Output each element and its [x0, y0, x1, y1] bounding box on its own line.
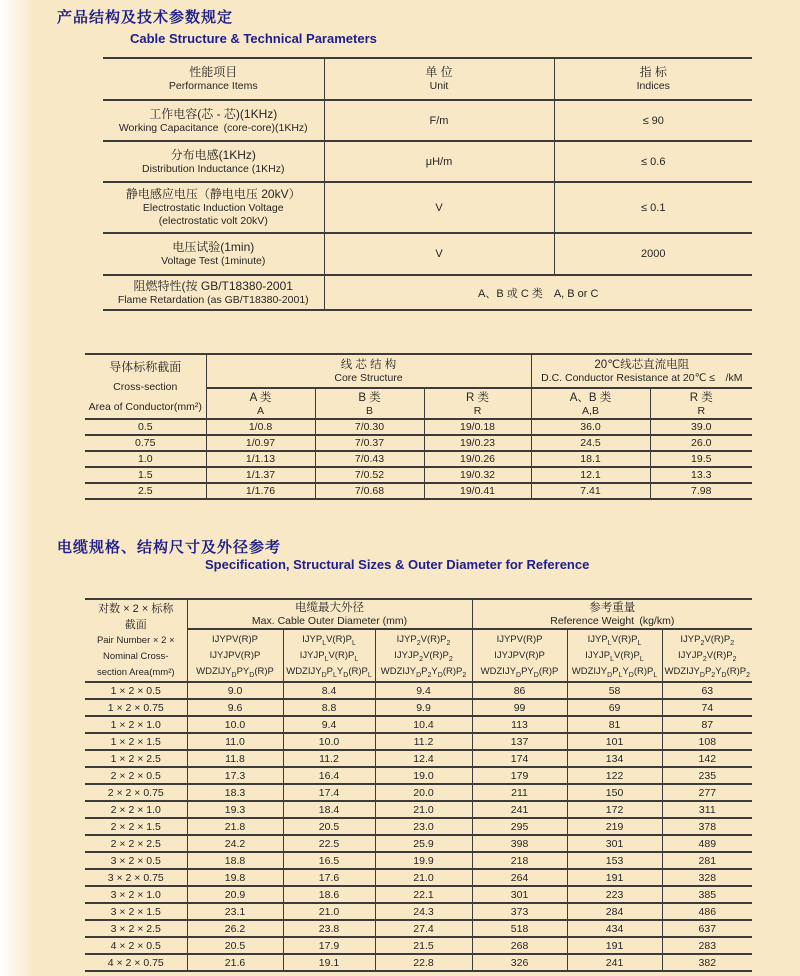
diameter-cell: 23.0: [375, 818, 472, 835]
diameter-cell: 27.4: [375, 920, 472, 937]
diameter-cell: 17.4: [283, 784, 375, 801]
weight-cell: 172: [567, 801, 662, 818]
weight-cell: 174: [472, 750, 567, 767]
item-label-zh: 分布电感(1KHz): [170, 147, 256, 162]
item-label-en: Distribution Inductance (1KHz): [142, 162, 285, 175]
diameter-cell: 23.8: [283, 920, 375, 937]
cable-spec-row: [85, 954, 752, 971]
diameter-cell: 23.1: [187, 903, 283, 920]
item-label-en: Voltage Test (1minute): [161, 255, 266, 267]
class-subheader-cell: [206, 388, 315, 419]
section2-title-zh: 电缆规格、结构尺寸及外径参考: [57, 539, 282, 556]
value-cell: 1/0.97: [206, 435, 315, 451]
pair-size-cell: 2 × 2 × 1.5: [85, 818, 187, 835]
diameter-cell: 25.9: [375, 835, 472, 852]
weight-cell: 211: [472, 784, 567, 801]
weight-cell: 191: [567, 869, 662, 886]
value-cell: 1/1.37: [206, 467, 315, 483]
performance-parameters-table: [103, 57, 752, 311]
conductor-row: [85, 419, 752, 435]
diameter-cell: 10.0: [283, 733, 375, 750]
merged-value-cell: A、B 或 C 类 A, B or C: [324, 275, 752, 310]
diameter-cell: 18.8: [187, 852, 283, 869]
pair-size-cell: 1 × 2 × 1.5: [85, 733, 187, 750]
index-cell: ≤ 0.1: [554, 182, 752, 233]
weight-cell: 241: [472, 801, 567, 818]
pair-size-cell: 3 × 2 × 0.5: [85, 852, 187, 869]
size-weight-reference-table: [85, 598, 752, 972]
cable-model-header-cell: [567, 629, 662, 682]
value-cell: 7.41: [531, 483, 650, 499]
value-cell: 18.1: [531, 451, 650, 467]
weight-cell: 283: [662, 937, 752, 954]
diameter-cell: 20.9: [187, 886, 283, 903]
diameter-cell: 21.0: [375, 869, 472, 886]
pair-size-cell: 4 × 2 × 0.75: [85, 954, 187, 971]
diameter-cell: 9.6: [187, 699, 283, 716]
indices-header: 指 标 Indices: [554, 58, 752, 100]
diameter-cell: 22.1: [375, 886, 472, 903]
value-cell: 7/0.43: [315, 451, 424, 467]
weight-cell: 218: [472, 852, 567, 869]
index-cell: ≤ 0.6: [554, 141, 752, 182]
pair-size-cell: 3 × 2 × 1.5: [85, 903, 187, 920]
diameter-cell: 16.4: [283, 767, 375, 784]
weight-cell: 113: [472, 716, 567, 733]
unit-cell: V: [324, 182, 554, 233]
cable-model-header-cell: [375, 629, 472, 682]
item-label-zh: 电压试验(1min): [172, 240, 255, 254]
weight-cell: 378: [662, 818, 752, 835]
weight-cell: 311: [662, 801, 752, 818]
conductor-row: [85, 435, 752, 451]
class-label-en: R: [473, 404, 482, 417]
weight-cell: 637: [662, 920, 752, 937]
value-cell: 19.5: [650, 451, 752, 467]
weight-cell: 486: [662, 903, 752, 920]
diameter-cell: 24.3: [375, 903, 472, 920]
weight-cell: 398: [472, 835, 567, 852]
performance-item-cell: [103, 141, 324, 182]
pair-size-cell: 1 × 2 × 1.0: [85, 716, 187, 733]
item-label-en: Electrostatic Induction Voltage: [142, 202, 284, 214]
cross-section-cell: 0.5: [85, 419, 206, 435]
cable-spec-row: [85, 716, 752, 733]
value-cell: 26.0: [650, 435, 752, 451]
weight-cell: 69: [567, 699, 662, 716]
cable-model-code: IJYJPV(R)P: [494, 649, 545, 661]
diameter-cell: 18.4: [283, 801, 375, 818]
performance-header-row: [103, 58, 752, 100]
diameter-cell: 17.3: [187, 767, 283, 784]
pair-size-cell: 2 × 2 × 2.5: [85, 835, 187, 852]
core-structure-group-row: [85, 354, 752, 388]
pair-number-header: 对数 × 2 × 标称 截面 Pair Number × 2 × Nominal Cross- section Area(mm²): [85, 599, 187, 682]
value-cell: 13.3: [650, 467, 752, 483]
weight-cell: 295: [472, 818, 567, 835]
weight-cell: 87: [662, 716, 752, 733]
class-subheader-cell: [315, 388, 424, 419]
conductor-row: [85, 467, 752, 483]
diameter-cell: 20.5: [187, 937, 283, 954]
item-label-zh: 工作电容(芯 - 芯)(1KHz): [149, 106, 278, 121]
diameter-cell: 17.6: [283, 869, 375, 886]
cable-model-code: $IJYJP_LV(R)P_L$: [299, 649, 359, 663]
diameter-cell: 17.9: [283, 937, 375, 954]
value-cell: 19/0.41: [424, 483, 531, 499]
pair-size-cell: 1 × 2 × 0.5: [85, 682, 187, 699]
diameter-cell: 18.6: [283, 886, 375, 903]
weight-cell: 235: [662, 767, 752, 784]
weight-cell: 137: [472, 733, 567, 750]
value-cell: 7/0.68: [315, 483, 424, 499]
class-label-zh: B 类: [358, 391, 381, 404]
cable-model-code: $IJYP_LV(R)P_L$: [587, 633, 642, 647]
cross-section-cell: 1.0: [85, 451, 206, 467]
diameter-cell: 10.0: [187, 716, 283, 733]
class-subheader-cell: [650, 388, 752, 419]
diameter-cell: 9.4: [283, 716, 375, 733]
weight-cell: 223: [567, 886, 662, 903]
value-cell: 19/0.26: [424, 451, 531, 467]
core-structure-group-header: 线 芯 结 构 Core Structure: [206, 354, 531, 388]
cable-spec-row: [85, 869, 752, 886]
weight-cell: 489: [662, 835, 752, 852]
pair-size-cell: 2 × 2 × 0.5: [85, 767, 187, 784]
cable-model-code: $WDZIJY_DP_2Y_D(R)P_2$: [664, 665, 751, 679]
cable-spec-row: [85, 767, 752, 784]
cross-section-cell: 0.75: [85, 435, 206, 451]
section1-title-zh: 产品结构及技术参数规定: [57, 9, 234, 26]
performance-items-header: 性能项目 Performance Items: [103, 58, 324, 100]
performance-row: [103, 182, 752, 233]
value-cell: 7.98: [650, 483, 752, 499]
performance-item-cell: [103, 275, 324, 310]
diameter-cell: 19.8: [187, 869, 283, 886]
diameter-cell: 22.8: [375, 954, 472, 971]
diameter-cell: 10.4: [375, 716, 472, 733]
cable-model-code: IJYPV(R)P: [212, 633, 258, 645]
weight-cell: 301: [472, 886, 567, 903]
cable-spec-row: [85, 699, 752, 716]
cable-model-code: $WDZIJY_DPY_D(R)P$: [196, 665, 274, 679]
cable-model-code: $IJYJP_LV(R)P_L$: [585, 649, 644, 663]
diameter-cell: 11.2: [375, 733, 472, 750]
weight-cell: 373: [472, 903, 567, 920]
value-cell: 1/1.76: [206, 483, 315, 499]
pair-size-cell: 3 × 2 × 0.75: [85, 869, 187, 886]
cable-model-code: $WDZIJY_DP_2Y_D(R)P_2$: [380, 665, 467, 679]
diameter-cell: 12.4: [375, 750, 472, 767]
pair-size-cell: 1 × 2 × 0.75: [85, 699, 187, 716]
weight-cell: 86: [472, 682, 567, 699]
cable-model-header-cell: [283, 629, 375, 682]
performance-row: [103, 233, 752, 275]
weight-cell: 264: [472, 869, 567, 886]
cable-model-header-cell: [662, 629, 752, 682]
weight-cell: 434: [567, 920, 662, 937]
diameter-cell: 22.5: [283, 835, 375, 852]
class-subheader-cell: [424, 388, 531, 419]
value-cell: 39.0: [650, 419, 752, 435]
cable-spec-row: [85, 733, 752, 750]
pair-size-cell: 4 × 2 × 0.5: [85, 937, 187, 954]
unit-cell: F/m: [324, 100, 554, 141]
section2-title-en: Specification, Structural Sizes & Outer Diameter for Reference: [205, 557, 590, 572]
diameter-cell: 26.2: [187, 920, 283, 937]
cable-model-code: $IJYP_2V(R)P_2$: [396, 633, 451, 647]
diameter-cell: 9.4: [375, 682, 472, 699]
performance-item-cell: [103, 182, 324, 233]
diameter-cell: 21.5: [375, 937, 472, 954]
class-label-en: R: [697, 404, 706, 417]
index-cell: ≤ 90: [554, 100, 752, 141]
class-label-en: B: [365, 404, 373, 417]
performance-item-cell: [103, 100, 324, 141]
weight-cell: 281: [662, 852, 752, 869]
pair-size-cell: 3 × 2 × 1.0: [85, 886, 187, 903]
performance-row: [103, 100, 752, 141]
core-structure-resistance-table: [85, 353, 752, 500]
diameter-cell: 8.8: [283, 699, 375, 716]
weight-cell: 108: [662, 733, 752, 750]
cable-spec-row: [85, 835, 752, 852]
unit-header: 单 位 Unit: [324, 58, 554, 100]
diameter-cell: 19.3: [187, 801, 283, 818]
conductor-cross-section-header: 导体标称截面 Cross-section Area of Conductor(mm²): [85, 354, 206, 419]
conductor-row: [85, 451, 752, 467]
weight-cell: 134: [567, 750, 662, 767]
cable-spec-row: [85, 903, 752, 920]
weight-cell: 63: [662, 682, 752, 699]
weight-cell: 99: [472, 699, 567, 716]
weight-cell: 284: [567, 903, 662, 920]
item-label-en: Flame Retardation (as GB/T18380-2001): [117, 293, 309, 306]
reference-weight-group-header: 参考重量 Reference Weight (kg/km): [472, 599, 752, 629]
weight-cell: 142: [662, 750, 752, 767]
performance-row: [103, 275, 752, 310]
cable-model-code: $IJYJP_2V(R)P_2$: [678, 649, 737, 663]
weight-cell: 518: [472, 920, 567, 937]
weight-cell: 81: [567, 716, 662, 733]
item-label-en: (electrostatic volt 20kV): [158, 215, 268, 227]
conductor-row: [85, 483, 752, 499]
cable-model-code: $WDZIJY_DP_LY_D(R)P_L$: [286, 665, 372, 679]
weight-cell: 301: [567, 835, 662, 852]
class-label-zh: R 类: [689, 391, 713, 404]
diameter-cell: 18.3: [187, 784, 283, 801]
diameter-cell: 8.4: [283, 682, 375, 699]
weight-cell: 277: [662, 784, 752, 801]
cross-section-cell: 1.5: [85, 467, 206, 483]
unit-cell: μH/m: [324, 141, 554, 182]
class-label-zh: R 类: [466, 391, 489, 404]
item-label-zh: 静电感应电压（静电电压 20kV）: [125, 187, 301, 201]
class-label-en: A,B: [582, 404, 599, 417]
performance-item-cell: [103, 233, 324, 275]
pair-size-cell: 2 × 2 × 0.75: [85, 784, 187, 801]
diameter-cell: 21.6: [187, 954, 283, 971]
class-label-zh: A、B 类: [569, 391, 612, 404]
cross-section-cell: 2.5: [85, 483, 206, 499]
pair-size-cell: 3 × 2 × 2.5: [85, 920, 187, 937]
diameter-cell: 9.9: [375, 699, 472, 716]
cable-model-code: IJYJPV(R)P: [209, 649, 261, 661]
class-label-zh: A 类: [249, 391, 272, 404]
cable-model-code: $WDZIJY_DP_LY_D(R)P_L$: [571, 665, 658, 679]
weight-cell: 179: [472, 767, 567, 784]
weight-cell: 58: [567, 682, 662, 699]
diameter-cell: 19.1: [283, 954, 375, 971]
cable-model-code: $IJYP_LV(R)P_L$: [302, 633, 356, 647]
weight-cell: 191: [567, 937, 662, 954]
value-cell: 24.5: [531, 435, 650, 451]
class-label-en: A: [256, 404, 264, 417]
size-weight-group-row: [85, 599, 752, 629]
value-cell: 1/1.13: [206, 451, 315, 467]
performance-row: [103, 141, 752, 182]
value-cell: 7/0.30: [315, 419, 424, 435]
dc-resistance-group-header: 20℃线芯直流电阻 D.C. Conductor Resistance at 20℃ ≤ /kM: [531, 354, 752, 388]
value-cell: 1/0.8: [206, 419, 315, 435]
cable-spec-row: [85, 852, 752, 869]
item-label-en: Working Capacitance (core-core)(1KHz): [118, 121, 308, 134]
weight-cell: 219: [567, 818, 662, 835]
weight-cell: 268: [472, 937, 567, 954]
pair-size-cell: 2 × 2 × 1.0: [85, 801, 187, 818]
cable-spec-row: [85, 682, 752, 699]
value-cell: 7/0.37: [315, 435, 424, 451]
cable-model-code: $IJYJP_2V(R)P_2$: [394, 649, 453, 663]
item-label-zh: 阻燃特性(按 GB/T18380-2001: [133, 278, 293, 293]
cable-spec-row: [85, 920, 752, 937]
cable-spec-row: [85, 937, 752, 954]
value-cell: 19/0.18: [424, 419, 531, 435]
cable-spec-row: [85, 750, 752, 767]
weight-cell: 74: [662, 699, 752, 716]
diameter-cell: 21.8: [187, 818, 283, 835]
index-cell: 2000: [554, 233, 752, 275]
cable-model-header-cell: [472, 629, 567, 682]
diameter-cell: 11.8: [187, 750, 283, 767]
cable-spec-row: [85, 784, 752, 801]
value-cell: 19/0.32: [424, 467, 531, 483]
weight-cell: 150: [567, 784, 662, 801]
weight-cell: 122: [567, 767, 662, 784]
value-cell: 36.0: [531, 419, 650, 435]
value-cell: 19/0.23: [424, 435, 531, 451]
weight-cell: 385: [662, 886, 752, 903]
weight-cell: 382: [662, 954, 752, 971]
diameter-cell: 21.0: [375, 801, 472, 818]
weight-cell: 153: [567, 852, 662, 869]
cable-model-header-cell: [187, 629, 283, 682]
class-subheader-cell: [531, 388, 650, 419]
diameter-cell: 20.5: [283, 818, 375, 835]
diameter-cell: 11.0: [187, 733, 283, 750]
weight-cell: 328: [662, 869, 752, 886]
cable-model-code: $IJYP_2V(R)P_2$: [680, 633, 735, 647]
max-diameter-group-header: 电缆最大外径 Max. Cable Outer Diameter (mm): [187, 599, 472, 629]
weight-cell: 241: [567, 954, 662, 971]
cable-spec-row: [85, 801, 752, 818]
diameter-cell: 9.0: [187, 682, 283, 699]
diameter-cell: 20.0: [375, 784, 472, 801]
weight-cell: 326: [472, 954, 567, 971]
diameter-cell: 16.5: [283, 852, 375, 869]
section1-title-en: Cable Structure & Technical Parameters: [130, 31, 377, 46]
diameter-cell: 19.0: [375, 767, 472, 784]
diameter-cell: 11.2: [283, 750, 375, 767]
diameter-cell: 19.9: [375, 852, 472, 869]
diameter-cell: 24.2: [187, 835, 283, 852]
cable-spec-row: [85, 886, 752, 903]
pair-size-cell: 1 × 2 × 2.5: [85, 750, 187, 767]
value-cell: 12.1: [531, 467, 650, 483]
value-cell: 7/0.52: [315, 467, 424, 483]
weight-cell: 101: [567, 733, 662, 750]
unit-cell: V: [324, 233, 554, 275]
cable-model-code: IJYPV(R)P: [496, 633, 543, 645]
cable-model-code: $WDZIJY_DPY_D(R)P$: [480, 665, 559, 679]
diameter-cell: 21.0: [283, 903, 375, 920]
cable-spec-row: [85, 818, 752, 835]
